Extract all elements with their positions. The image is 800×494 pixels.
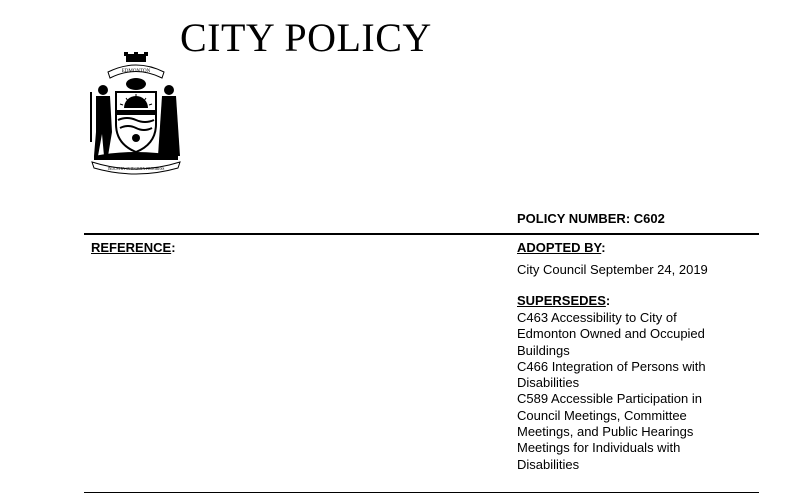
reference-heading-colon: : bbox=[171, 240, 176, 255]
supersedes-line: Meetings, and Public Hearings bbox=[517, 424, 694, 440]
supersedes-list bbox=[517, 310, 752, 473]
supersedes-heading-label: SUPERSEDES bbox=[517, 293, 606, 308]
supersedes-heading bbox=[517, 293, 610, 308]
adopted-by-heading bbox=[517, 240, 606, 255]
supersedes-line: Meetings for Individuals with bbox=[517, 440, 681, 456]
supersedes-line: Buildings bbox=[517, 342, 570, 358]
reference-heading bbox=[91, 240, 176, 255]
supersedes-line: C466 Integration of Persons with bbox=[517, 358, 706, 374]
edmonton-coat-of-arms-icon bbox=[86, 52, 186, 176]
supersedes-line: Disabilities bbox=[517, 375, 580, 391]
page-title: CITY POLICY bbox=[180, 15, 432, 60]
supersedes-line: Edmonton Owned and Occupied bbox=[517, 326, 705, 342]
supersedes-line: Council Meetings, Committee bbox=[517, 407, 687, 423]
supersedes-line: Disabilities bbox=[517, 456, 580, 472]
supersedes-line: C589 Accessible Participation in bbox=[517, 391, 702, 407]
crest-motto-text: INDUSTRY INTEGRITY PROGRESS bbox=[107, 167, 165, 171]
adopted-by-value: City Council September 24, 2019 bbox=[517, 262, 708, 277]
header-divider bbox=[84, 233, 759, 235]
adopted-by-heading-label: ADOPTED BY bbox=[517, 240, 602, 255]
section-divider bbox=[84, 492, 759, 493]
supersedes-line: C463 Accessibility to City of bbox=[517, 310, 677, 325]
supersedes-heading-colon: : bbox=[605, 293, 611, 308]
adopted-by-heading-colon: : bbox=[601, 240, 606, 255]
reference-heading-label: REFERENCE bbox=[91, 240, 172, 255]
crest-scroll-text: EDMONTON bbox=[121, 69, 151, 74]
policy-number: POLICY NUMBER: C602 bbox=[517, 211, 665, 226]
